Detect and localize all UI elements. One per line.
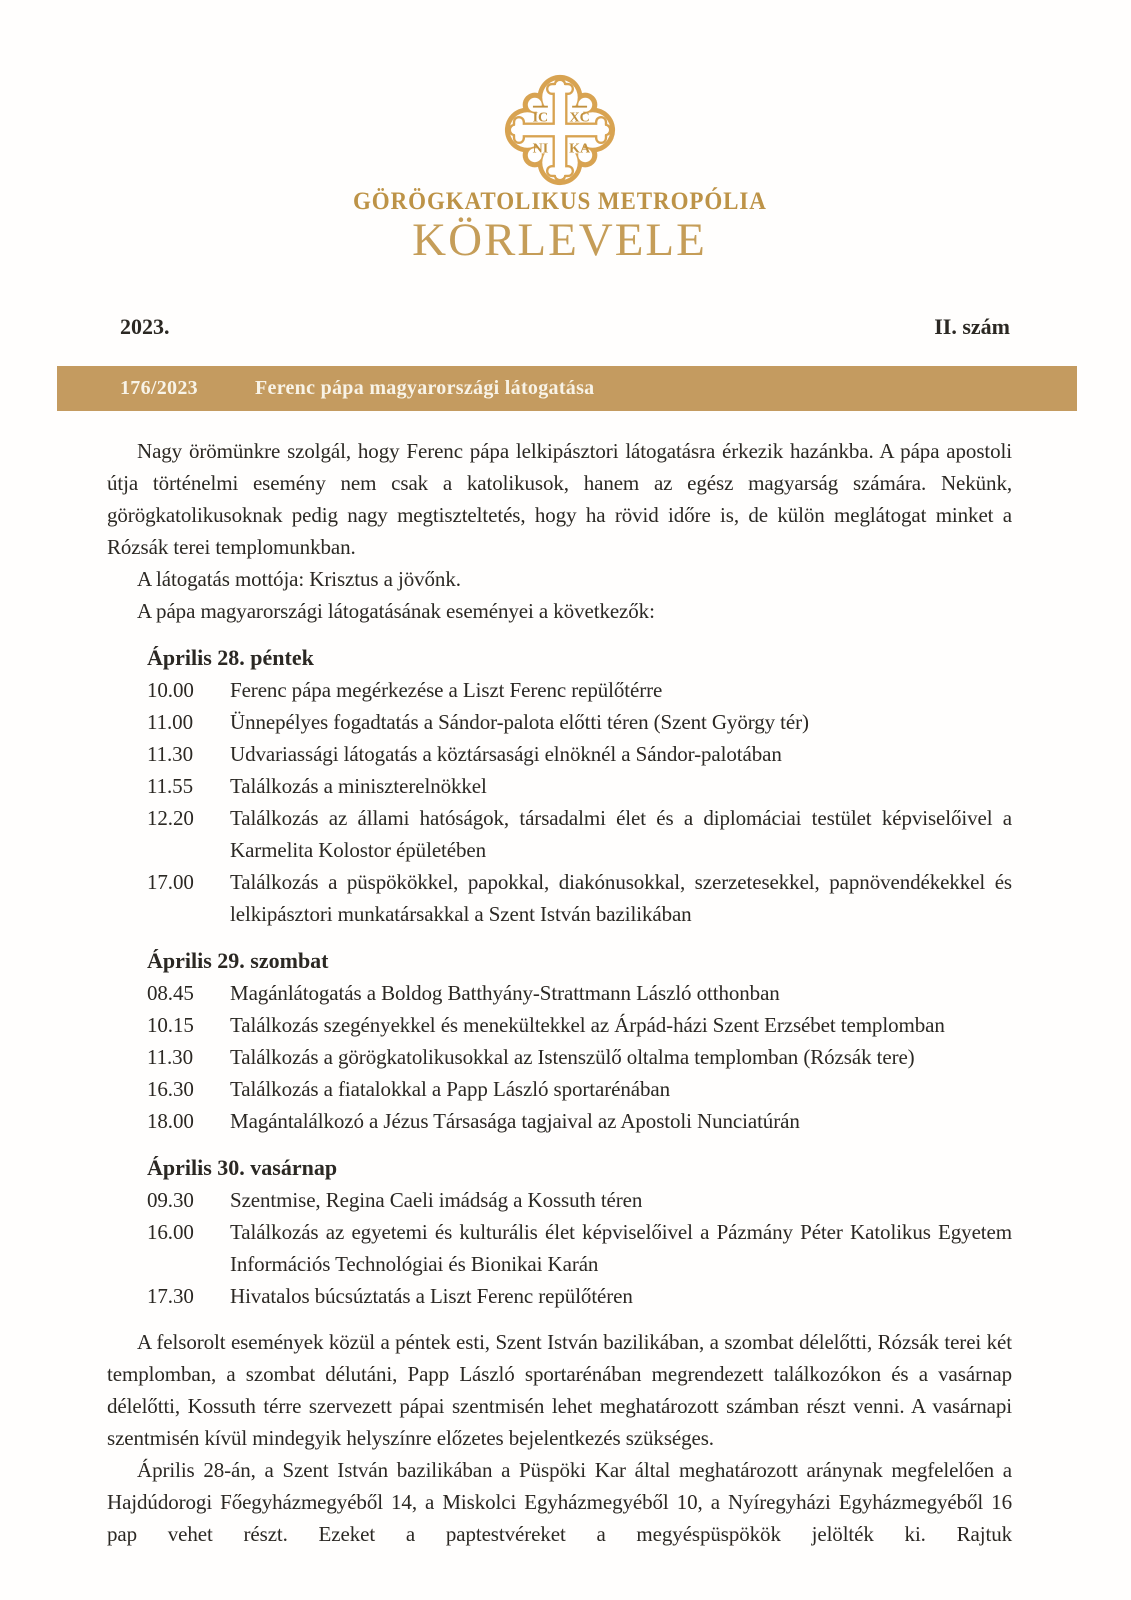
- event-description: Ünnepélyes fogadtatás a Sándor-palota előtti téren (Szent György tér): [230, 710, 809, 734]
- logo-letters-ni: NI: [532, 141, 548, 157]
- schedule-row: [107, 770, 1012, 802]
- event-time: 11.30: [147, 742, 193, 766]
- event-time: 08.45: [147, 981, 194, 1005]
- event-description: Szentmise, Regina Caeli imádság a Kossuth téren: [230, 1188, 643, 1212]
- day-heading: Április 29. szombat: [147, 948, 329, 973]
- schedule-day-friday: [107, 642, 1012, 930]
- event-time: 10.15: [147, 1013, 194, 1037]
- schedule-row: [107, 1216, 1012, 1280]
- event-description: Udvariassági látogatás a köztársasági elnöknél a Sándor-palotában: [230, 742, 782, 766]
- event-description: Találkozás szegényekkel és menekültekkel az Árpád-házi Szent Erzsébet templomban: [230, 1013, 945, 1037]
- event-description: Találkozás a fiatalokkal a Papp László sportarénában: [230, 1077, 670, 1101]
- event-description: Találkozás az állami hatóságok, társadalmi élet és a diplomáciai testület képviselőivel a Karmelita Kolostor épületében: [230, 806, 1012, 862]
- organization-name: GÖRÖGKATOLIKUS METROPÓLIA: [352, 188, 767, 215]
- issue-row: [107, 314, 1012, 340]
- schedule-row: [107, 706, 1012, 738]
- schedule-row: [107, 1073, 1012, 1105]
- schedule-day-saturday: [107, 945, 1012, 1137]
- event-time: 11.30: [147, 1045, 193, 1069]
- event-description: Magántalálkozó a Jézus Társasága tagjaival az Apostoli Nunciatúrán: [230, 1109, 800, 1133]
- closing-paragraph: A felsorolt események közül a péntek esti, Szent István bazilikában, a szombat délelőtti, Rózsák terei két templomban, a szombat délutáni, Papp László sportarénában megrendezett találkozókon és a vasárnap délelőtti, Kossuth térre szervezett pápai szentmisén lehet meghatározott számban részt venni. A vasárnapi szentmisén kívül mindegyik helyszínre előzetes bejelentkezés szükséges.: [107, 1330, 1012, 1450]
- schedule-row: [107, 1041, 1012, 1073]
- event-description: Találkozás a miniszterelnökkel: [230, 774, 487, 798]
- event-description: Hivatalos búcsúztatás a Liszt Ferenc repülőtéren: [230, 1284, 633, 1308]
- event-time: 11.55: [147, 774, 193, 798]
- event-description: Találkozás az egyetemi és kulturális élet képviselőivel a Pázmány Péter Katolikus Egyetem Információs Technológiai és Bionikai Karán: [230, 1220, 1012, 1276]
- masthead: [107, 0, 1012, 264]
- schedule-day-sunday: [107, 1152, 1012, 1312]
- event-time: 11.00: [147, 710, 193, 734]
- issue-number: II. szám: [934, 314, 1010, 339]
- logo-letters-ic: IC: [532, 110, 548, 126]
- article-ref-number: 176/2023: [120, 377, 198, 399]
- day-heading: Április 28. péntek: [147, 645, 314, 670]
- closing-paragraph: Április 28-án, a Szent István bazilikában a Püspöki Kar által meghatározott aránynak megfelelően a Hajdúdorogi Főegyházmegyéből 14, a Miskolci Egyházmegyéből 10, a Nyíregyházi Egyházmegyéből 16 pap vehet részt. Ezeket a paptestvéreket a megyéspüspökök jelölték ki. Rajtuk: [107, 1458, 1012, 1546]
- schedule-row: [107, 977, 1012, 1009]
- event-description: Találkozás a püspökökkel, papokkal, diakónusokkal, szerzetesekkel, papnövendékekkel és lelkipásztori munkatársakkal a Szent István bazilikában: [230, 870, 1012, 926]
- event-time: 10.00: [147, 678, 194, 702]
- event-time: 17.30: [147, 1284, 194, 1308]
- event-description: Magánlátogatás a Boldog Batthyány-Strattmann László otthonban: [230, 981, 780, 1005]
- event-time: 09.30: [147, 1188, 194, 1212]
- schedule-row: [107, 738, 1012, 770]
- issue-year: 2023.: [120, 314, 170, 339]
- event-description: Ferenc pápa megérkezése a Liszt Ferenc repülőtérre: [230, 678, 663, 702]
- publication-title: KÖRLEVELE: [412, 214, 707, 266]
- schedule-row: [107, 674, 1012, 706]
- logo-letters-ka: KA: [568, 141, 590, 157]
- event-time: 17.00: [147, 870, 194, 894]
- schedule-row: [107, 1280, 1012, 1312]
- event-description: Találkozás a görögkatolikusokkal az Istenszülő oltalma templomban (Rózsák tere): [230, 1045, 915, 1069]
- article-title: Ferenc pápa magyarországi látogatása: [255, 377, 595, 399]
- article-banner: [57, 366, 1077, 411]
- event-time: 16.00: [147, 1220, 194, 1244]
- logo-letters-xc: XC: [568, 110, 590, 126]
- schedule-row: [107, 1105, 1012, 1137]
- events-lead-in: A pápa magyarországi látogatásának eseményei a következők:: [137, 599, 655, 623]
- metropolia-cross-logo: [503, 74, 617, 186]
- schedule-row: [107, 1184, 1012, 1216]
- event-time: 16.30: [147, 1077, 194, 1101]
- schedule-row: [107, 866, 1012, 930]
- schedule-row: [107, 1009, 1012, 1041]
- event-time: 12.20: [147, 806, 194, 830]
- visit-motto: A látogatás mottója: Krisztus a jövőnk.: [137, 567, 461, 591]
- day-heading: Április 30. vasárnap: [147, 1155, 338, 1180]
- schedule-row: [107, 802, 1012, 866]
- event-time: 18.00: [147, 1109, 194, 1133]
- intro-paragraph: Nagy örömünkre szolgál, hogy Ferenc pápa lelkipásztori látogatásra érkezik hazánkba. A pápa apostoli útja történelmi esemény nem csak a katolikusok, hanem az egész magyarság számára. Nekünk, görögkatolikusoknak pedig nagy megtiszteltetés, hogy ha rövid időre is, de külön meglátogat minket a Rózsák terei templomunkban.: [107, 439, 1012, 559]
